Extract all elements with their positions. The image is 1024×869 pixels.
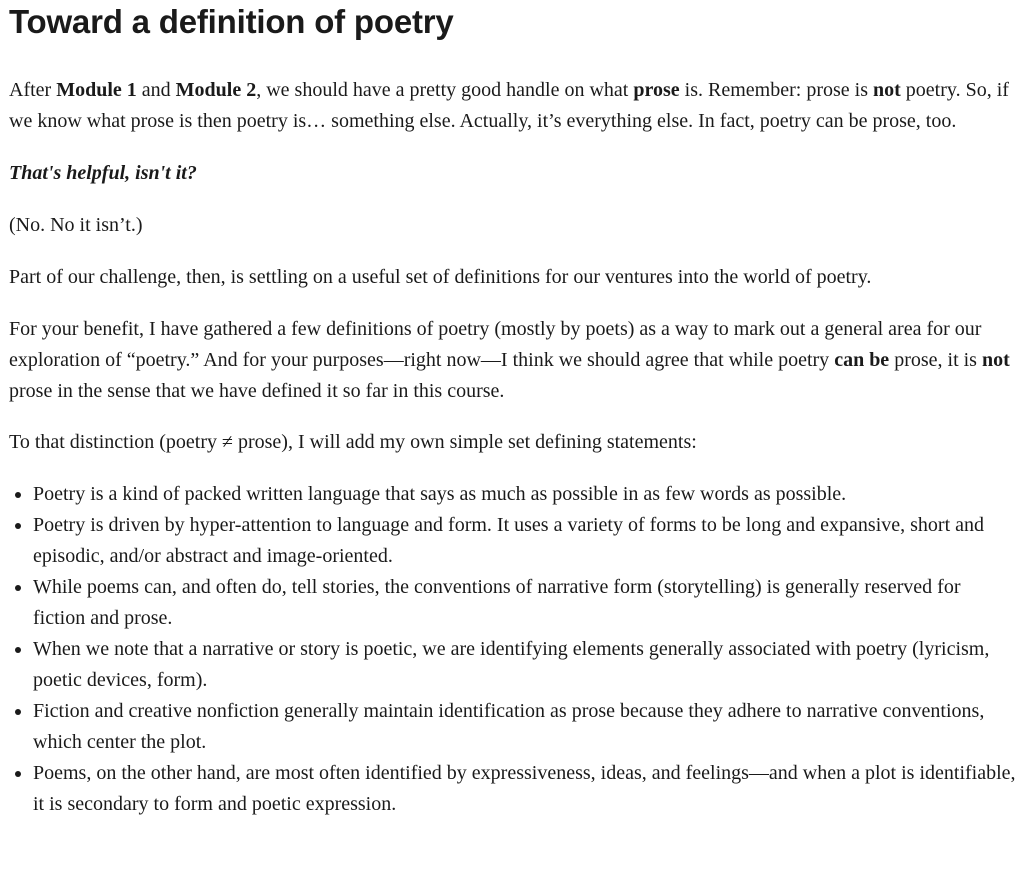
benefit-text-3: prose in the sense that we have defined it so far in this course. <box>9 380 505 402</box>
page-title: Toward a definition of poetry <box>9 3 454 40</box>
helpful-emphasis: That's helpful, isn't it? <box>9 162 197 184</box>
list-item: • Poetry is a kind of packed written language that says as much as possible in as few words as possible. <box>33 479 1016 510</box>
article-body <box>9 75 1016 820</box>
intro-text-2: and <box>136 79 176 101</box>
list-item: • Fiction and creative nonfiction generally maintain identification as prose because they adhere to narrative conventions, which center the plot. <box>33 696 1016 758</box>
no-paragraph: (No. No it isn’t.) <box>9 214 143 236</box>
intro-text-5: poetry. So, if we know what prose is then poetry is… something else. Actually, it’s everything else. In fact, poetry can be prose, too. <box>9 79 1009 132</box>
intro-bold-prose: prose <box>633 79 680 101</box>
intro-paragraph <box>9 75 1016 137</box>
list-item: • While poems can, and often do, tell stories, the conventions of narrative form (storytelling) is generally reserved for fiction and prose. <box>33 572 1016 634</box>
intro-bold-module-1: Module 1 <box>56 79 137 101</box>
intro-text-4: is. Remember: prose is <box>679 79 873 101</box>
list-item: • Poetry is driven by hyper-attention to language and form. It uses a variety of forms to be long and expansive, short and episodic, and/or abstract and image-oriented. <box>33 510 1016 572</box>
intro-text-3: , we should have a pretty good handle on what <box>256 79 634 101</box>
intro-text-1: After <box>9 79 57 101</box>
challenge-paragraph: Part of our challenge, then, is settling on a useful set of definitions for our ventures into the world of poetry. <box>9 266 872 288</box>
benefit-bold-not: not <box>981 349 1010 371</box>
benefit-paragraph <box>9 314 1016 407</box>
benefit-text-1: For your benefit, I have gathered a few definitions of poetry (mostly by poets) as a way to mark out a general area for our exploration of “poetry.” And for your purposes—right now—I think we should agree that while poetry <box>9 318 982 371</box>
benefit-bold-can-be: can be <box>834 349 890 371</box>
distinction-paragraph: To that distinction (poetry ≠ prose), I will add my own simple set defining statements: <box>9 431 697 453</box>
article <box>0 2 1024 820</box>
helpful-paragraph <box>9 158 1016 189</box>
list-item: • When we note that a narrative or story is poetic, we are identifying elements generally associated with poetry (lyricism, poetic devices, form). <box>33 634 1016 696</box>
definition-list <box>9 479 1016 820</box>
list-item: • Poems, on the other hand, are most often identified by expressiveness, ideas, and feelings—and when a plot is identifiable, it is secondary to form and poetic expression. <box>33 758 1016 820</box>
intro-bold-module-2: Module 2 <box>175 79 257 101</box>
benefit-text-2: prose, it is <box>889 349 982 371</box>
intro-bold-not: not <box>872 79 901 101</box>
